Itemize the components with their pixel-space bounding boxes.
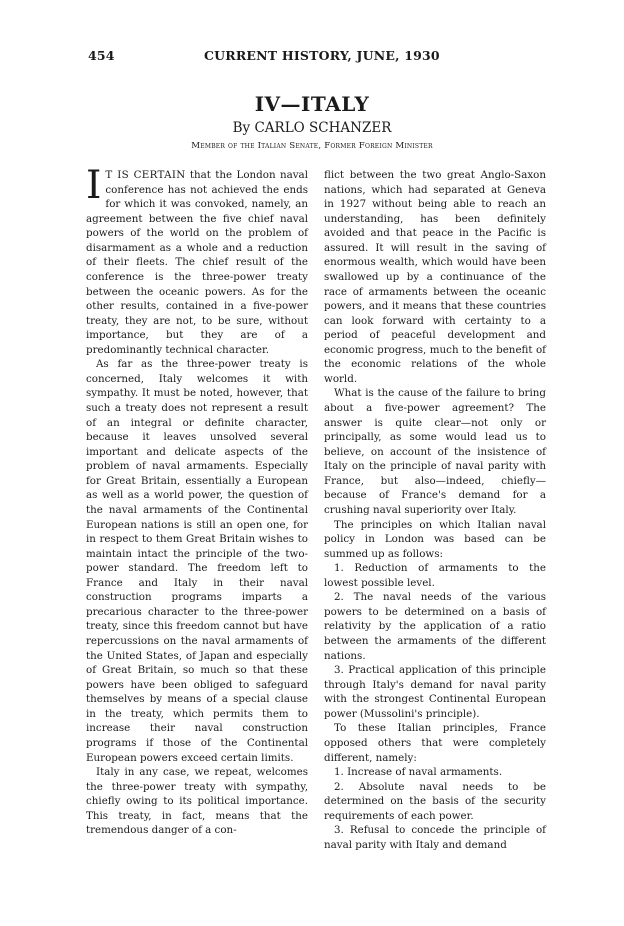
- author-affiliation: Member of the Italian Senate, Former Foreign Minister: [191, 141, 433, 151]
- list-item: 2. The naval needs of the various powers to be determined on a basis of relativity by the application of a ratio between the armaments of the different nations.: [324, 591, 546, 662]
- lead-caps: T IS CERTAIN: [105, 169, 186, 181]
- paragraph-3: Italy in any case, we repeat, welcomes the three-power treaty with sympathy, chiefly owing to its political importance. This treaty, in fact, means that the tremendous danger of a con-: [86, 766, 308, 837]
- paragraph-1: [86, 163, 308, 357]
- running-head: [80, 48, 550, 64]
- list-item: 3. Refusal to concede the principle of naval parity with Italy and demand: [324, 824, 546, 851]
- paragraph-1-text: that the London naval conference has not achieved the ends for which it was convoked, namely, an agreement between the five chief naval powers of the world on the problem of disarmament as a whole and a reduction of their fleets. The chief result of the conference is the three-power treaty between the oceanic powers. As for the other results, contained in a five-power treaty, they are not, to be sure, without importance, but they are of a predominantly technical character.: [86, 169, 308, 356]
- page-number: 454: [88, 48, 115, 63]
- right-column: [324, 168, 546, 852]
- list-item: 1. Reduction of armaments to the lowest possible level.: [324, 562, 546, 589]
- drop-cap: I: [86, 163, 102, 208]
- paragraph-2: As far as the three-power treaty is concerned, Italy welcomes it with sympathy. It must be noted, however, that such a treaty does not represent a result of an integral or definite character, because it leaves unsolved several important and delicate aspects of the problem of naval armaments. Especially for Great Britain, essentially a European as well as a world power, the question of the naval armaments of the Continental European nations is still an open one, for in respect to them Great Britain wishes to maintain intact the principle of the two-power standard. The freedom left to France and Italy in their naval construction programs imparts a precarious character to the three-power treaty, since this freedom cannot but have repercussions on the naval armaments of the United States, of Japan and especially of Great Britain, so much so that these powers have been obliged to safeguard themselves by means of a special clause in the treaty, which permits them to increase their naval construction programs if those of the Continental European powers exceed certain limits.: [86, 358, 308, 764]
- paragraph-french-principles: To these Italian principles, France opposed others that were completely different, namely:: [324, 722, 546, 764]
- byline: By CARLO SCHANZER: [232, 120, 392, 136]
- article-title: IV—ITALY: [254, 92, 370, 116]
- left-column: [86, 163, 308, 838]
- list-item: 1. Increase of naval armaments.: [334, 766, 503, 779]
- journal-title: CURRENT HISTORY, JUNE, 1930: [204, 48, 440, 63]
- list-item: 2. Absolute naval needs to be determined on the basis of the security requirements of each power.: [324, 780, 546, 822]
- paragraph-italian-principles: The principles on which Italian naval policy in London was based can be summed up as follows:: [324, 518, 546, 560]
- paragraph-question: What is the cause of the failure to bring about a five-power agreement? The answer is quite clear—not only or principally, as some would lead us to believe, on account of the insistence of Italy on the principle of naval parity with France, but also—indeed, chiefly—because of France's demand for a crushing naval superiority over Italy.: [324, 387, 546, 516]
- list-item: 3. Practical application of this principle through Italy's demand for naval parity with the strongest Continental European power (Mussolini's principle).: [324, 664, 546, 720]
- paragraph-continuation: flict between the two great Anglo-Saxon nations, which had separated at Geneva in 1927 without being able to reach an understanding, has been definitely avoided and that peace in the Pacific is assured. It will result in the saving of enormous wealth, which would have been swallowed up by a continuance of the race of armaments between the oceanic powers, and it means that these countries can look forward with certainty to a period of peaceful development and economic progress, much to the benefit of the economic relations of the whole world.: [324, 169, 546, 385]
